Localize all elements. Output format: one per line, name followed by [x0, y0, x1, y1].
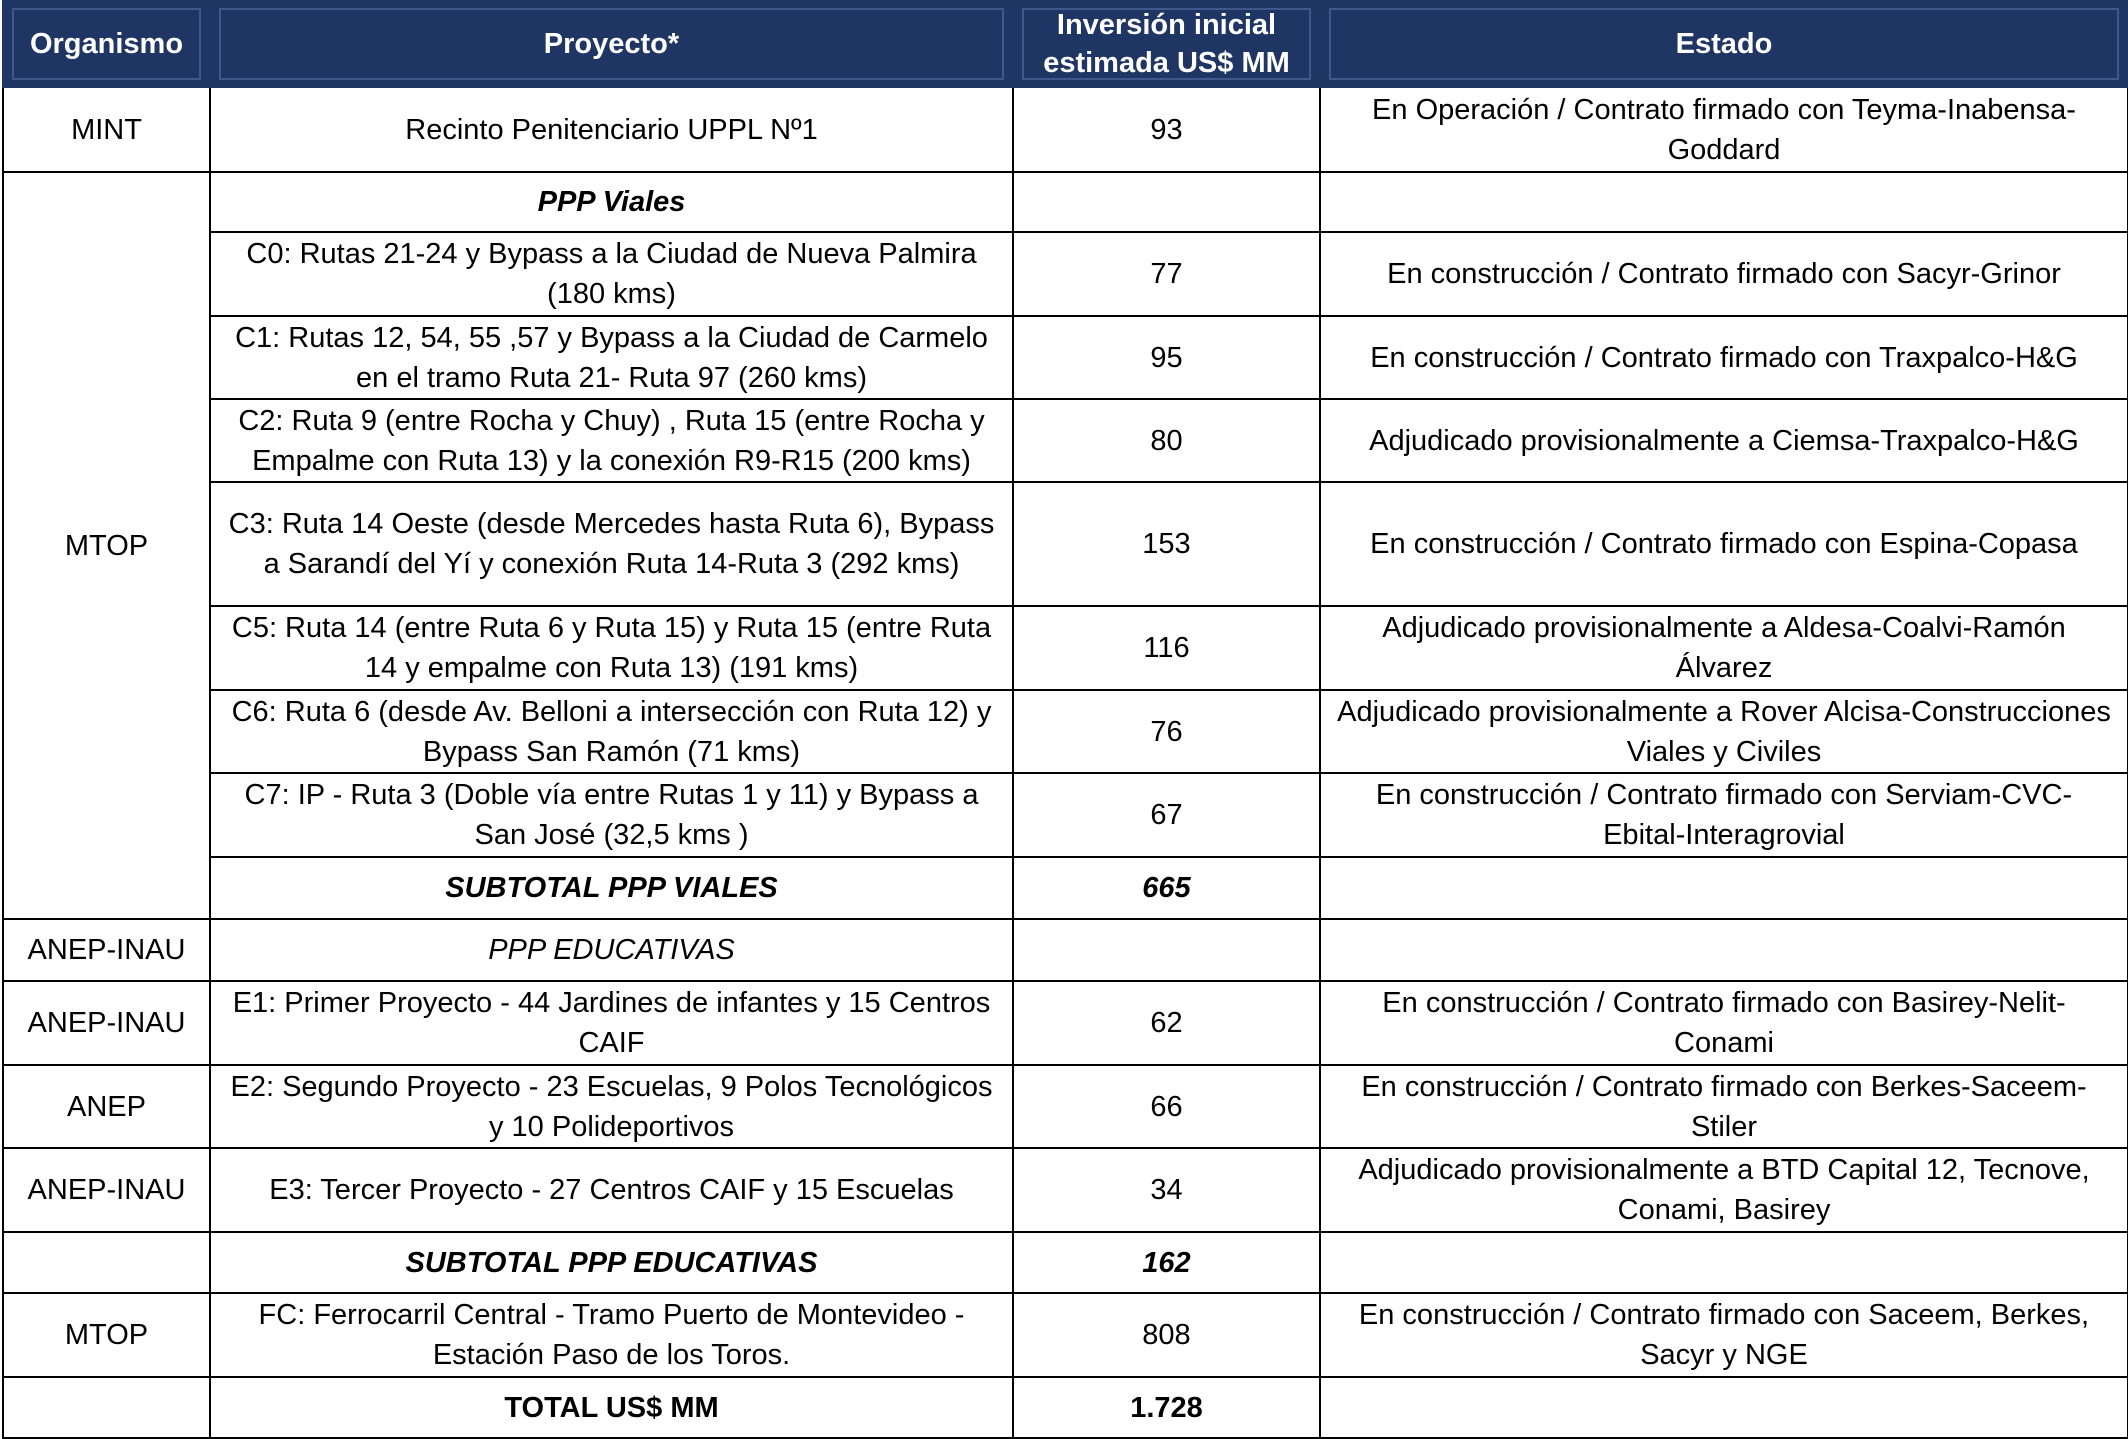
- cell-proyecto: C2: Ruta 9 (entre Rocha y Chuy) , Ruta 15 (entre Rocha y Empalme con Ruta 13) y la conexión R9-R15 (200 kms): [210, 399, 1013, 482]
- cell-subtotal-value: 665: [1013, 857, 1320, 919]
- header-organismo: Organismo: [3, 1, 210, 87]
- table-row: [3, 981, 2128, 1065]
- cell-subtotal-label: SUBTOTAL PPP VIALES: [210, 857, 1013, 919]
- table-row-total: [3, 1377, 2128, 1438]
- cell-estado: [1320, 857, 2128, 919]
- table-row: [3, 172, 2128, 232]
- cell-inversion: [1013, 172, 1320, 232]
- cell-estado: [1320, 919, 2128, 981]
- cell-inversion: 62: [1013, 981, 1320, 1065]
- cell-proyecto: C7: IP - Ruta 3 (Doble vía entre Rutas 1 y 11) y Bypass a San José (32,5 kms ): [210, 773, 1013, 857]
- cell-inversion: 77: [1013, 232, 1320, 316]
- cell-estado: En construcción / Contrato firmado con Basirey-Nelit-Conami: [1320, 981, 2128, 1065]
- table-row: [3, 606, 2128, 690]
- table-row: [3, 399, 2128, 482]
- cell-proyecto: C6: Ruta 6 (desde Av. Belloni a intersección con Ruta 12) y Bypass San Ramón (71 kms): [210, 690, 1013, 773]
- table-row: [3, 1148, 2128, 1232]
- cell-inversion: 153: [1013, 482, 1320, 606]
- cell-estado: En construcción / Contrato firmado con Saceem, Berkes, Sacyr y NGE: [1320, 1293, 2128, 1377]
- cell-total-label: TOTAL US$ MM: [210, 1377, 1013, 1438]
- table-row-subtotal: [3, 857, 2128, 919]
- cell-organismo: ANEP-INAU: [3, 981, 210, 1065]
- cell-estado: En construcción / Contrato firmado con Serviam-CVC-Ebital-Interagrovial: [1320, 773, 2128, 857]
- cell-inversion: 67: [1013, 773, 1320, 857]
- cell-proyecto: C5: Ruta 14 (entre Ruta 6 y Ruta 15) y Ruta 15 (entre Ruta 14 y empalme con Ruta 13) (191 kms): [210, 606, 1013, 690]
- projects-table: [2, 0, 2128, 1439]
- table-row: [3, 919, 2128, 981]
- cell-organismo: [3, 1377, 210, 1438]
- cell-estado: En construcción / Contrato firmado con Espina-Copasa: [1320, 482, 2128, 606]
- cell-inversion: 66: [1013, 1065, 1320, 1148]
- cell-section-title: PPP EDUCATIVAS: [210, 919, 1013, 981]
- cell-proyecto: C1: Rutas 12, 54, 55 ,57 y Bypass a la Ciudad de Carmelo en el tramo Ruta 21- Ruta 97 (260 kms): [210, 316, 1013, 399]
- cell-estado: En construcción / Contrato firmado con Sacyr-Grinor: [1320, 232, 2128, 316]
- cell-estado: [1320, 1232, 2128, 1293]
- cell-estado: Adjudicado provisionalmente a Ciemsa-Traxpalco-H&G: [1320, 399, 2128, 482]
- table-header-row: [3, 1, 2128, 87]
- cell-proyecto: Recinto Penitenciario UPPL Nº1: [210, 87, 1013, 172]
- table-row-subtotal: [3, 1232, 2128, 1293]
- cell-estado: En construcción / Contrato firmado con Berkes-Saceem-Stiler: [1320, 1065, 2128, 1148]
- cell-organismo: MINT: [3, 87, 210, 172]
- cell-estado: Adjudicado provisionalmente a BTD Capital 12, Tecnove, Conami, Basirey: [1320, 1148, 2128, 1232]
- cell-inversion: [1013, 919, 1320, 981]
- table-row: [3, 773, 2128, 857]
- cell-inversion: 95: [1013, 316, 1320, 399]
- table-row: [3, 482, 2128, 606]
- cell-organismo: MTOP: [3, 1293, 210, 1377]
- cell-subtotal-label: SUBTOTAL PPP EDUCATIVAS: [210, 1232, 1013, 1293]
- cell-section-title: PPP Viales: [210, 172, 1013, 232]
- cell-proyecto: E3: Tercer Proyecto - 27 Centros CAIF y 15 Escuelas: [210, 1148, 1013, 1232]
- table-row: [3, 232, 2128, 316]
- cell-proyecto: E2: Segundo Proyecto - 23 Escuelas, 9 Polos Tecnológicos y 10 Polideportivos: [210, 1065, 1013, 1148]
- table-row: [3, 87, 2128, 172]
- cell-estado: Adjudicado provisionalmente a Rover Alcisa-Construcciones Viales y Civiles: [1320, 690, 2128, 773]
- cell-estado: [1320, 1377, 2128, 1438]
- cell-organismo: [3, 1232, 210, 1293]
- cell-proyecto: C3: Ruta 14 Oeste (desde Mercedes hasta Ruta 6), Bypass a Sarandí del Yí y conexión Ruta 14-Ruta 3 (292 kms): [210, 482, 1013, 606]
- table-row: [3, 690, 2128, 773]
- cell-inversion: 93: [1013, 87, 1320, 172]
- cell-organismo: MTOP: [3, 172, 210, 919]
- header-inversion: Inversión inicial estimada US$ MM: [1013, 1, 1320, 87]
- cell-proyecto: FC: Ferrocarril Central - Tramo Puerto de Montevideo - Estación Paso de los Toros.: [210, 1293, 1013, 1377]
- cell-inversion: 116: [1013, 606, 1320, 690]
- cell-inversion: 80: [1013, 399, 1320, 482]
- cell-total-value: 1.728: [1013, 1377, 1320, 1438]
- cell-subtotal-value: 162: [1013, 1232, 1320, 1293]
- cell-proyecto: E1: Primer Proyecto - 44 Jardines de infantes y 15 Centros CAIF: [210, 981, 1013, 1065]
- header-estado: Estado: [1320, 1, 2128, 87]
- cell-inversion: 76: [1013, 690, 1320, 773]
- header-proyecto: Proyecto*: [210, 1, 1013, 87]
- cell-organismo: ANEP-INAU: [3, 919, 210, 981]
- cell-proyecto: C0: Rutas 21-24 y Bypass a la Ciudad de Nueva Palmira (180 kms): [210, 232, 1013, 316]
- cell-estado: En Operación / Contrato firmado con Teyma-Inabensa-Goddard: [1320, 87, 2128, 172]
- cell-estado: En construcción / Contrato firmado con Traxpalco-H&G: [1320, 316, 2128, 399]
- cell-estado: Adjudicado provisionalmente a Aldesa-Coalvi-Ramón Álvarez: [1320, 606, 2128, 690]
- cell-organismo: ANEP-INAU: [3, 1148, 210, 1232]
- cell-organismo: ANEP: [3, 1065, 210, 1148]
- cell-estado: [1320, 172, 2128, 232]
- cell-inversion: 34: [1013, 1148, 1320, 1232]
- cell-inversion: 808: [1013, 1293, 1320, 1377]
- table-row: [3, 316, 2128, 399]
- table-row: [3, 1293, 2128, 1377]
- table-row: [3, 1065, 2128, 1148]
